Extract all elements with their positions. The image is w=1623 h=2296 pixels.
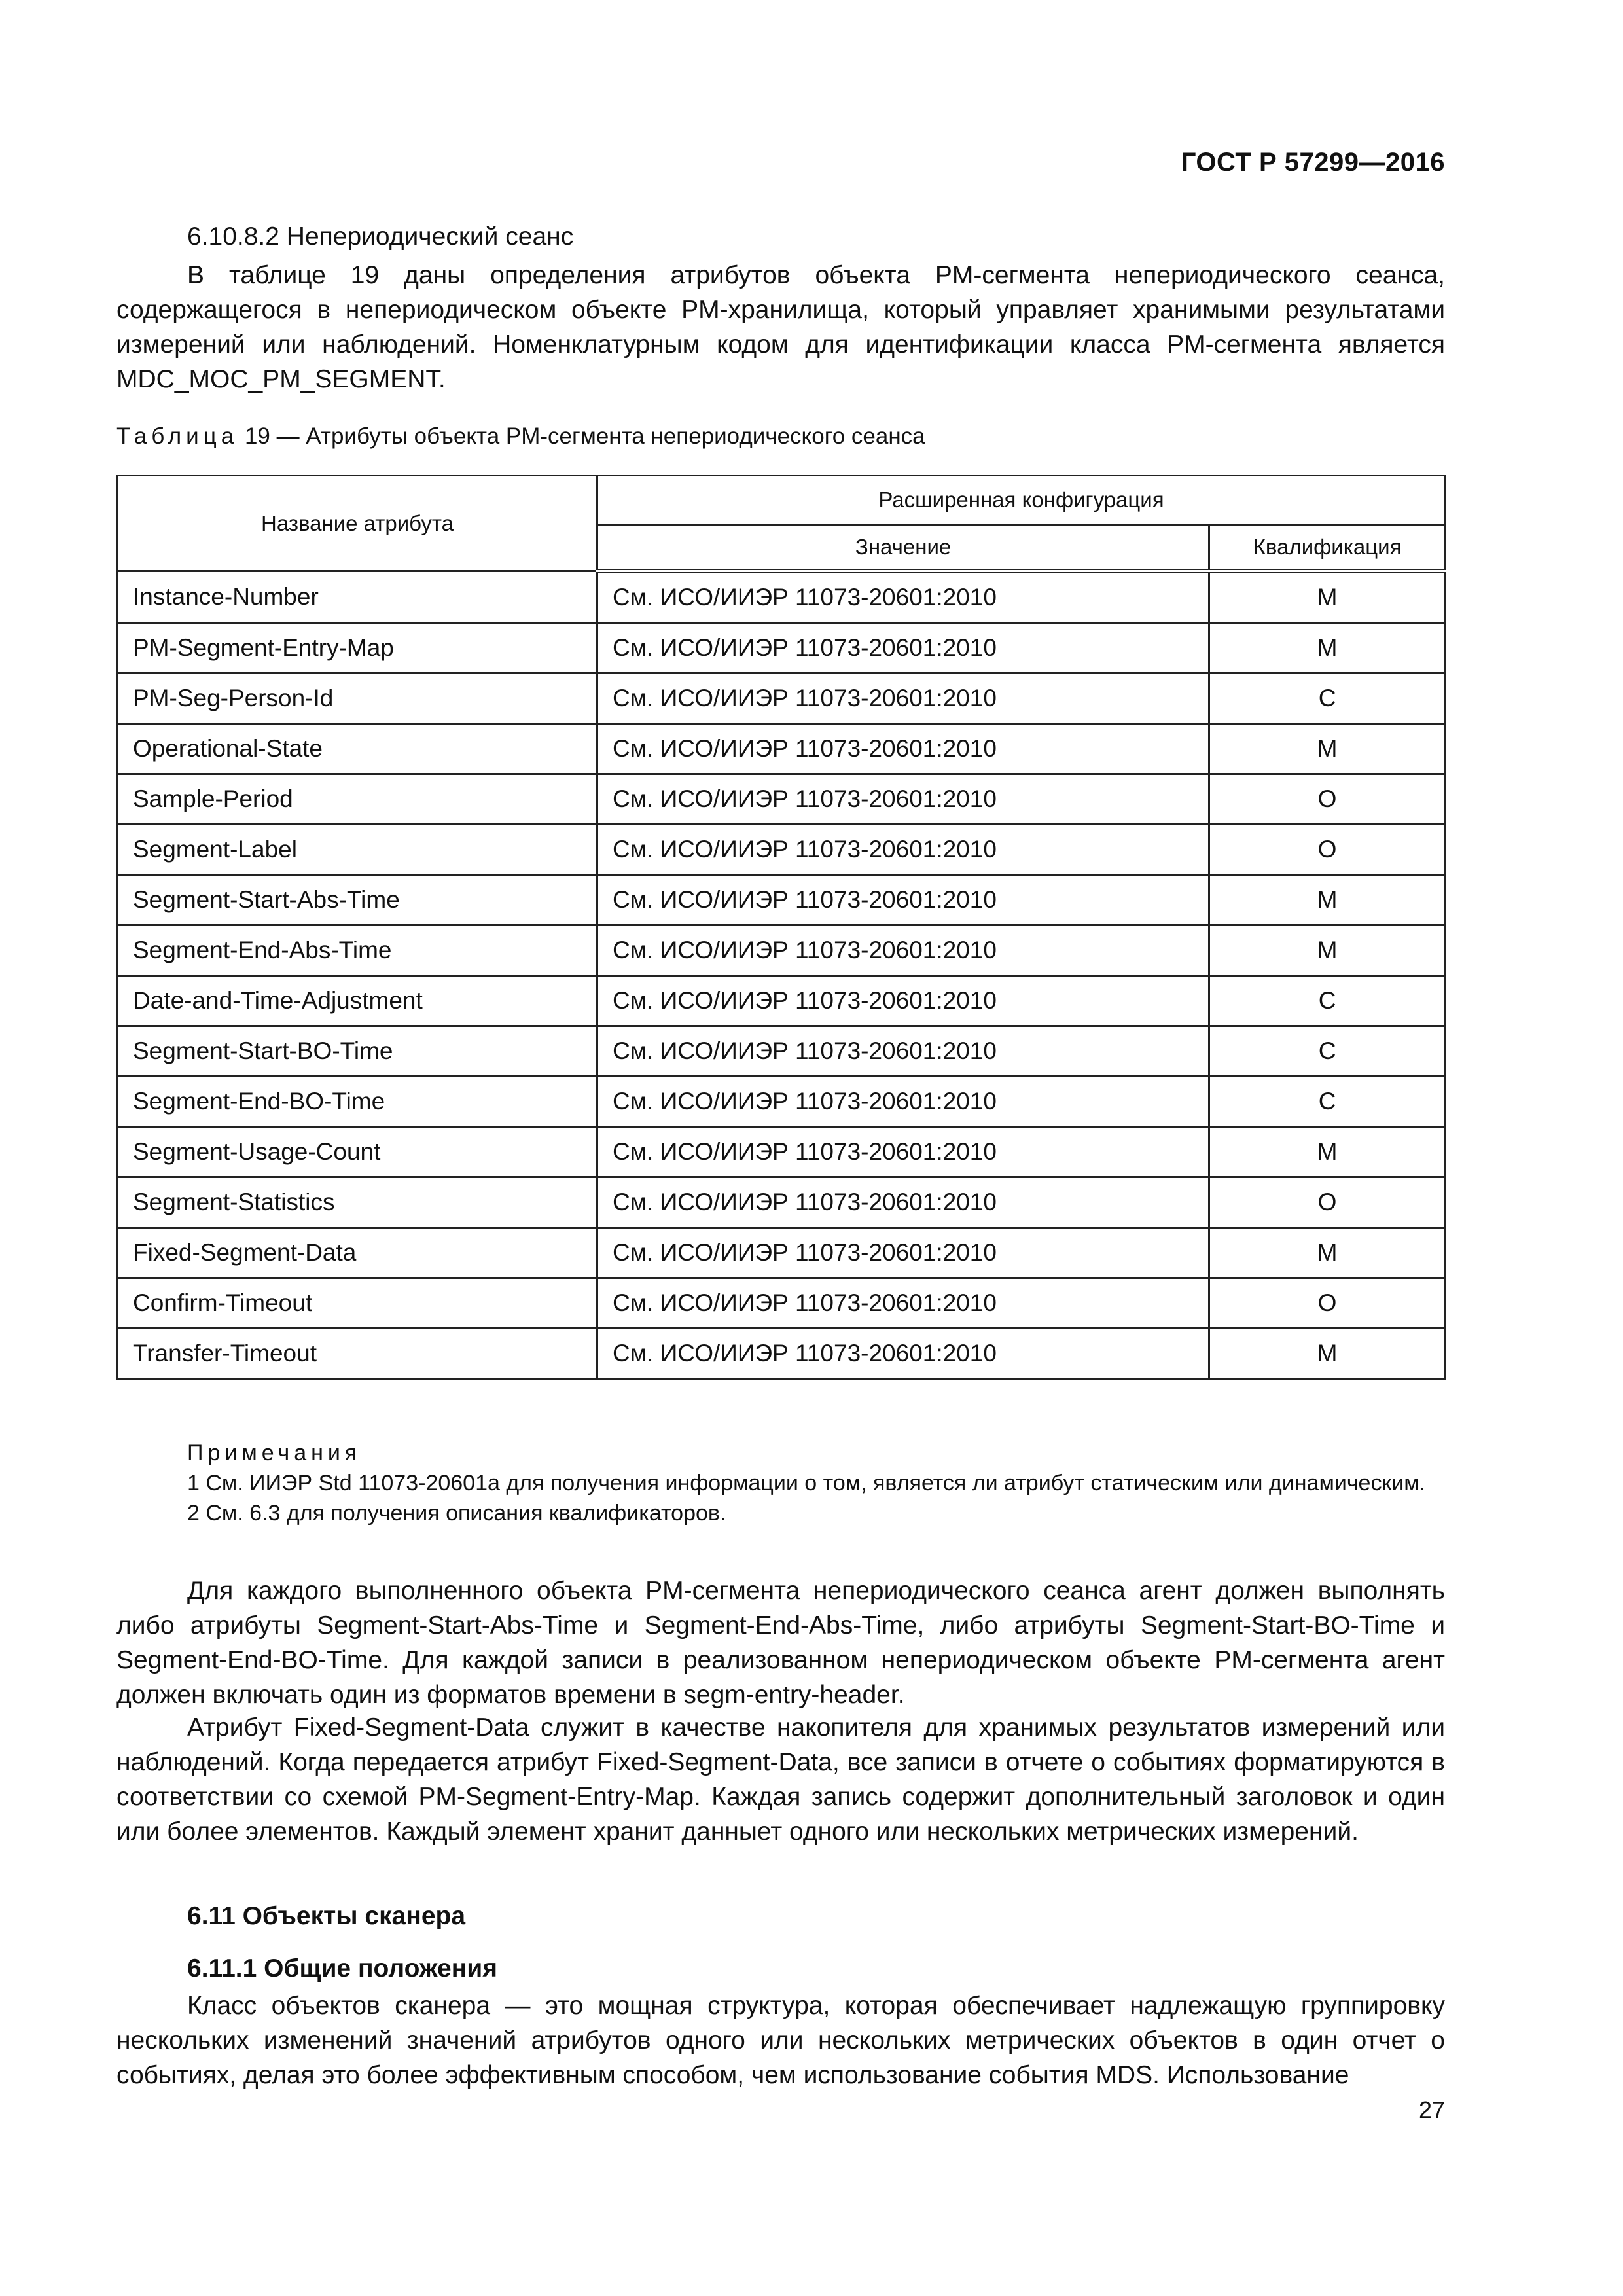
attribute-value-cell: См. ИСО/ИИЭР 11073-20601:2010 bbox=[597, 623, 1209, 673]
header-extended-config: Расширенная конфигурация bbox=[597, 476, 1445, 525]
attribute-qualification-cell: M bbox=[1209, 1127, 1446, 1177]
attribute-name-cell: Segment-Usage-Count bbox=[118, 1127, 597, 1177]
attribute-value-cell: См. ИСО/ИИЭР 11073-20601:2010 bbox=[597, 774, 1209, 825]
attribute-qualification-cell: C bbox=[1209, 673, 1446, 724]
attribute-qualification-cell: C bbox=[1209, 976, 1446, 1026]
attribute-value-cell: См. ИСО/ИИЭР 11073-20601:2010 bbox=[597, 976, 1209, 1026]
attribute-value-cell: См. ИСО/ИИЭР 11073-20601:2010 bbox=[597, 1026, 1209, 1077]
attribute-qualification-cell: O bbox=[1209, 774, 1446, 825]
body-paragraph: Для каждого выполненного объекта PM-сегмента непериодического сеанса агент должен выполнять либо атрибуты Segment-Start-Abs-Time и Segment-End-Abs-Time, либо атрибуты Segment-Start-BO-Time и Segment-End-BO-Time. Для каждой записи в реализованном непериодическом объекте PM-сегмента агент должен включать один из форматов времени в segm-entry-header. bbox=[116, 1577, 1445, 1709]
table-row bbox=[118, 673, 1446, 724]
subsection-heading: 6.10.8.2 Непериодический сеанс bbox=[187, 223, 574, 251]
table-row bbox=[118, 1127, 1446, 1177]
attribute-name-cell: Segment-Statistics bbox=[118, 1177, 597, 1228]
document-page bbox=[116, 0, 1445, 2296]
attribute-qualification-cell: M bbox=[1209, 571, 1446, 623]
attribute-name-cell: Segment-Label bbox=[118, 825, 597, 875]
attribute-value-cell: См. ИСО/ИИЭР 11073-20601:2010 bbox=[597, 875, 1209, 925]
attribute-value-cell: См. ИСО/ИИЭР 11073-20601:2010 bbox=[597, 925, 1209, 976]
attribute-value-cell: См. ИСО/ИИЭР 11073-20601:2010 bbox=[597, 825, 1209, 875]
table-row bbox=[118, 623, 1446, 673]
attribute-qualification-cell: C bbox=[1209, 1077, 1446, 1127]
attribute-qualification-cell: M bbox=[1209, 724, 1446, 774]
attribute-qualification-cell: C bbox=[1209, 1026, 1446, 1077]
subsection-heading-general: 6.11.1 Общие положения bbox=[187, 1954, 498, 1982]
header-attribute-name: Название атрибута bbox=[118, 476, 597, 571]
body-paragraph: Атрибут Fixed-Segment-Data служит в качестве накопителя для хранимых результатов измерений или наблюдений. Когда передается атрибут Fixed-Segment-Data, все записи в отчете о событиях форматируются в соответствии со схемой PM-Segment-Entry-Map. Каждая запись содержит дополнительный заголовок и один или более элементов. Каждый элемент хранит данныет одного или нескольких метрических измерений. bbox=[116, 1713, 1445, 1846]
attribute-name-cell: Confirm-Timeout bbox=[118, 1278, 597, 1329]
attribute-name-cell: Instance-Number bbox=[118, 571, 597, 623]
header-qualification: Квалификация bbox=[1209, 525, 1446, 571]
table-row bbox=[118, 875, 1446, 925]
page-number: 27 bbox=[1418, 2096, 1445, 2123]
table-row bbox=[118, 724, 1446, 774]
note-item: 1 См. ИИЭР Std 11073-20601a для получения информации о том, является ли атрибут статическим или динамическим. bbox=[187, 1471, 1426, 1496]
attribute-name-cell: Segment-End-Abs-Time bbox=[118, 925, 597, 976]
attribute-qualification-cell: M bbox=[1209, 875, 1446, 925]
table-row bbox=[118, 1228, 1446, 1278]
attribute-value-cell: См. ИСО/ИИЭР 11073-20601:2010 bbox=[597, 1127, 1209, 1177]
table-caption-text: 19 — Атрибуты объекта PM-сегмента непериодического сеанса bbox=[244, 423, 925, 449]
attribute-qualification-cell: M bbox=[1209, 1329, 1446, 1379]
notes-title: Примечания bbox=[187, 1441, 362, 1465]
table-caption-label: Таблица bbox=[116, 423, 239, 449]
attribute-qualification-cell: O bbox=[1209, 1177, 1446, 1228]
attribute-qualification-cell: O bbox=[1209, 825, 1446, 875]
intro-paragraph: В таблице 19 даны определения атрибутов объекта PM-сегмента непериодического сеанса, содержащегося в непериодическом объекте PM-хранилища, который управляет хранимыми результатами измерений или наблюдений. Номенклатурным кодом для идентификации класса PM-сегмента является MDC_MOC_PM_SEGMENT. bbox=[116, 261, 1445, 393]
attribute-qualification-cell: M bbox=[1209, 623, 1446, 673]
attribute-name-cell: Operational-State bbox=[118, 724, 597, 774]
header-value: Значение bbox=[597, 525, 1209, 571]
table-row bbox=[118, 1026, 1446, 1077]
attribute-value-cell: См. ИСО/ИИЭР 11073-20601:2010 bbox=[597, 673, 1209, 724]
document-id: ГОСТ Р 57299—2016 bbox=[1181, 148, 1445, 177]
table-row bbox=[118, 774, 1446, 825]
attribute-value-cell: См. ИСО/ИИЭР 11073-20601:2010 bbox=[597, 724, 1209, 774]
attribute-value-cell: См. ИСО/ИИЭР 11073-20601:2010 bbox=[597, 571, 1209, 623]
table-row bbox=[118, 1077, 1446, 1127]
table-row bbox=[118, 1177, 1446, 1228]
attribute-name-cell: Segment-Start-Abs-Time bbox=[118, 875, 597, 925]
attribute-name-cell: Segment-End-BO-Time bbox=[118, 1077, 597, 1127]
attribute-qualification-cell: M bbox=[1209, 925, 1446, 976]
attribute-name-cell: Fixed-Segment-Data bbox=[118, 1228, 597, 1278]
attribute-value-cell: См. ИСО/ИИЭР 11073-20601:2010 bbox=[597, 1278, 1209, 1329]
attribute-value-cell: См. ИСО/ИИЭР 11073-20601:2010 bbox=[597, 1228, 1209, 1278]
note-item: 2 См. 6.3 для получения описания квалификаторов. bbox=[187, 1501, 726, 1526]
table-row bbox=[118, 825, 1446, 875]
attribute-qualification-cell: O bbox=[1209, 1278, 1446, 1329]
attribute-value-cell: См. ИСО/ИИЭР 11073-20601:2010 bbox=[597, 1077, 1209, 1127]
attribute-value-cell: См. ИСО/ИИЭР 11073-20601:2010 bbox=[597, 1329, 1209, 1379]
table-notes bbox=[116, 1438, 1445, 1528]
table-row bbox=[118, 1329, 1446, 1379]
table-row bbox=[118, 1278, 1446, 1329]
table-body bbox=[118, 571, 1446, 1379]
attribute-name-cell: PM-Segment-Entry-Map bbox=[118, 623, 597, 673]
table-row bbox=[118, 925, 1446, 976]
attribute-name-cell: Transfer-Timeout bbox=[118, 1329, 597, 1379]
table-row bbox=[118, 976, 1446, 1026]
body-paragraph: Класс объектов сканера — это мощная структура, которая обеспечивает надлежащую группировку нескольких изменений значений атрибутов одного или нескольких метрических объектов в один отчет о событиях, делая это более эффективным способом, чем использование события MDS. Использование bbox=[116, 1992, 1445, 2089]
section-heading: 6.11 Объекты сканера bbox=[187, 1902, 466, 1930]
attribute-name-cell: PM-Seg-Person-Id bbox=[118, 673, 597, 724]
table-row bbox=[118, 571, 1446, 623]
attribute-value-cell: См. ИСО/ИИЭР 11073-20601:2010 bbox=[597, 1177, 1209, 1228]
table-caption bbox=[116, 423, 925, 450]
attribute-name-cell: Date-and-Time-Adjustment bbox=[118, 976, 597, 1026]
attribute-name-cell: Segment-Start-BO-Time bbox=[118, 1026, 597, 1077]
attributes-table bbox=[116, 475, 1446, 1380]
attribute-qualification-cell: M bbox=[1209, 1228, 1446, 1278]
attribute-name-cell: Sample-Period bbox=[118, 774, 597, 825]
